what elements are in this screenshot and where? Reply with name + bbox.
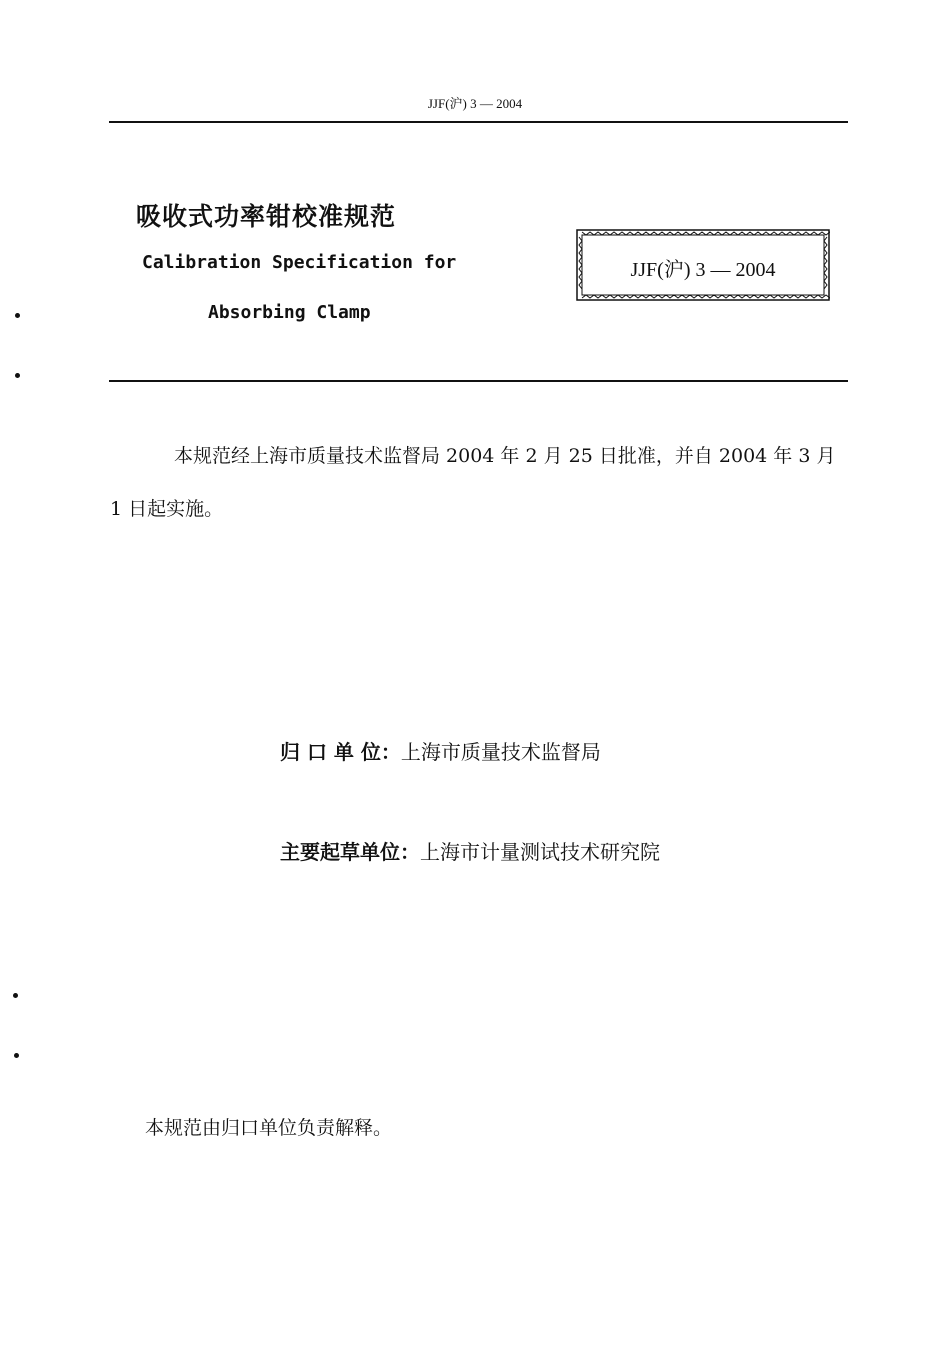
binding-hole-mark: [15, 313, 20, 318]
english-title-line1: Calibration Specification for: [142, 252, 457, 273]
standard-code-box: [576, 229, 830, 301]
drafting-unit-value: 上海市计量测试技术研究院: [420, 840, 660, 864]
binding-hole-mark: [14, 1053, 19, 1058]
drafting-unit-row: [280, 836, 660, 865]
english-title-line2: Absorbing Clamp: [208, 302, 371, 323]
chinese-title: 吸收式功率钳校准规范: [136, 202, 397, 231]
standard-code: JJF(沪) 3 — 2004: [630, 259, 776, 281]
responsible-unit-label: 归 口 单 位：: [280, 740, 401, 764]
responsible-unit-row: [280, 736, 601, 765]
binding-hole-mark: [13, 993, 18, 998]
running-header: JJF(沪) 3 — 2004: [427, 96, 523, 111]
drafting-unit-label: 主要起草单位：: [280, 840, 420, 864]
interpretation-statement: 本规范由归口单位负责解释。: [145, 1117, 393, 1139]
header-rule: [109, 121, 848, 123]
responsible-unit-value: 上海市质量技术监督局: [400, 740, 601, 764]
binding-hole-mark: [15, 373, 20, 378]
title-rule: [109, 380, 848, 382]
approval-statement: 本规范经上海市质量技术监督局 2004 年 2 月 25 日批准，并自 2004 年 3 月 1 日起实施。: [110, 445, 836, 520]
